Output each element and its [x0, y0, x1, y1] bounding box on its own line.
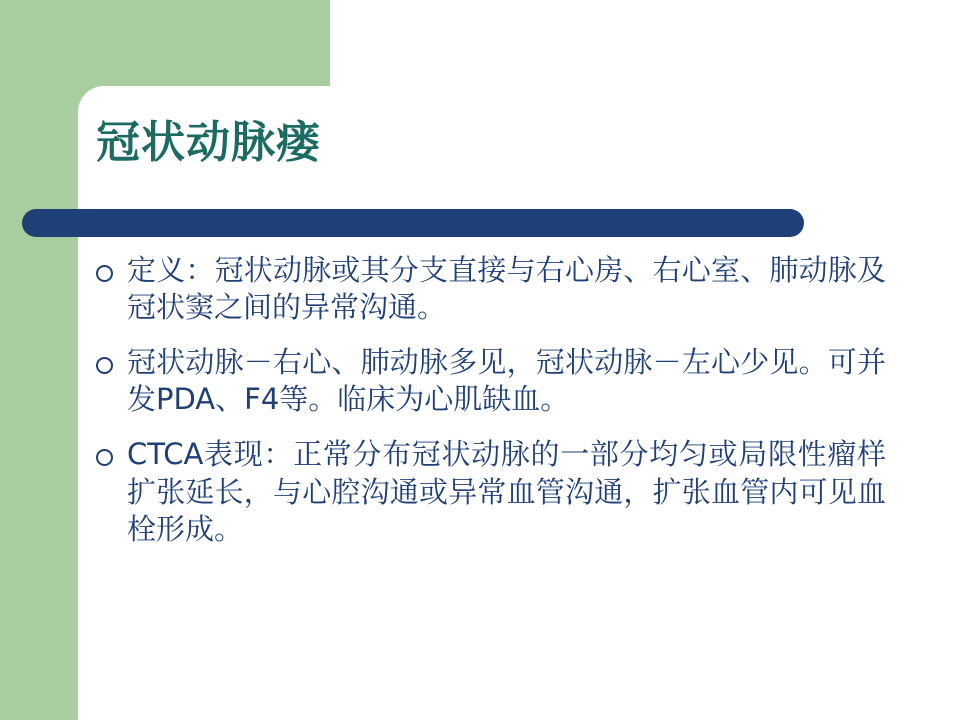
list-item	[96, 436, 886, 547]
ring-bullet-icon	[96, 265, 113, 282]
slide-title: 冠状动脉瘘	[96, 118, 321, 167]
ring-bullet-icon	[96, 357, 113, 374]
list-item	[96, 252, 886, 326]
green-corner-accent	[78, 0, 330, 86]
ring-bullet-icon	[96, 449, 113, 466]
list-item	[96, 344, 886, 418]
list-item-text: 冠状动脉－右心、肺动脉多见，冠状动脉－左心少见。可并发PDA、F4等。临床为心肌缺血。	[127, 345, 886, 417]
bullet-list	[96, 252, 886, 566]
list-item-text: 定义：冠状动脉或其分支直接与右心房、右心室、肺动脉及冠状窦之间的异常沟通。	[127, 253, 886, 325]
list-item-text: CTCA表现：正常分布冠状动脉的一部分均匀或局限性瘤样扩张延长，与心腔沟通或异常血管沟通，扩张血管内可见血栓形成。	[127, 437, 886, 546]
title-underline-bar	[22, 209, 804, 237]
